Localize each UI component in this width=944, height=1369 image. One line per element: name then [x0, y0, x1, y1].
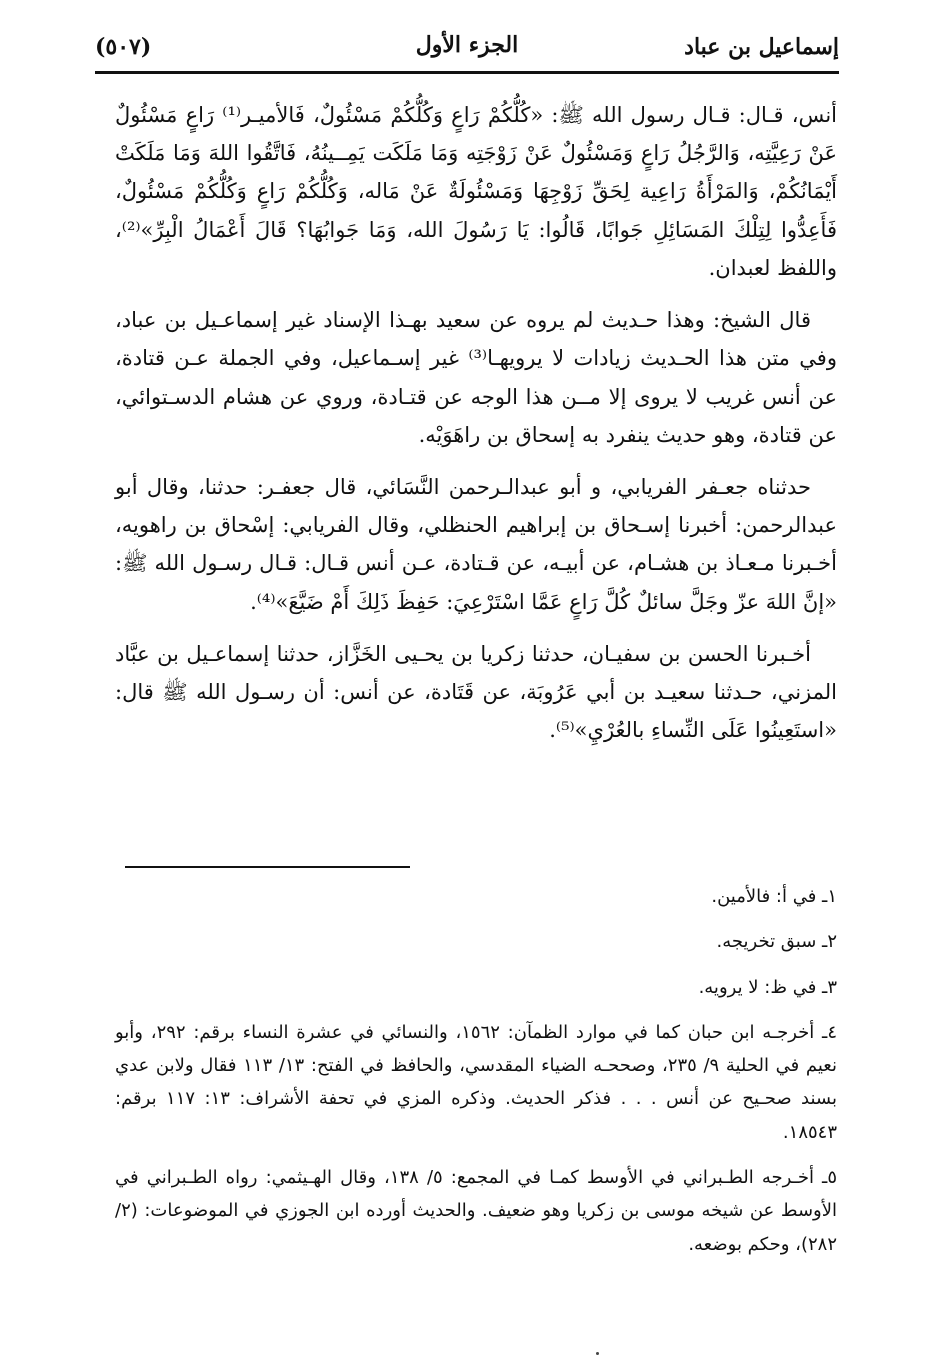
- paragraph-4: أخـبرنا الحسن بن سفيـان، حدثنا زكريا بن يحـيى الخَزَّاز، حدثنا إسماعـيل بن عبَّاد المزني، حـدثنا سعيـد بن أبي عَرُوبَة، عن قَتَادة، عن أنس: أن رسـول الله ﷺ قال: «استَعِينُوا عَلَى النِّساءِ بالعُرْيِ»⁽⁵⁾.: [115, 641, 837, 743]
- footnotes: [115, 880, 837, 1273]
- paragraph-2: قال الشيخ: وهذا حـديث لم يروه عن سعيد بهـذا الإسناد غير إسماعـيل بن عباد، وفي متن هذا الحـديث زيادات لا يرويهـا⁽³⁾ غير إسـماعيل، وفي الجملة عـن قتادة، عن أنس غريب لا يروى إلا مــن هذا الوجه عن قتـادة، وروي عن هشام الدسـتوائي، عن قتادة، وهو حديث ينفرد به إسحاق بن راهَوَيْه.: [115, 308, 837, 447]
- header-page-number: (٥٠٧): [95, 34, 152, 60]
- header-rule: [95, 71, 839, 74]
- paragraph-3: حدثناه جعـفر الفريابي، و أبو عبدالـرحمن النَّسَائي، قال جعفـر: حدثنا، وقال أبو عبدالرحمن: أخبرنا إسـحاق بن إبراهيم الحنظلي، وقال الفريابي: إسْحاق بن راهويه، أخـبرنا مـعـاذ بن هشـام، عن أبيـه، عن قـتادة، عـن أنس قـال: قـال رسـول الله ﷺ: «إنَّ اللهَ عزّ وجَلَّ سائلٌ كُلَّ رَاعٍ عَمَّا اسْتَرْعِيَ: حَفِظَ ذَلِكَ أَمْ ضَيَّعَ»⁽⁴⁾.: [115, 474, 837, 614]
- scan-speck: [596, 1352, 599, 1355]
- header-volume: الجزء الأول: [415, 32, 519, 58]
- header-entry-name: إسماعيل بن عباد: [684, 34, 839, 60]
- main-text: [115, 96, 837, 764]
- footnote-separator: [125, 866, 410, 868]
- footnote-5: ٥ـ أخـرجه الطـبراني في الأوسط كمـا في المجمع: ٥/ ١٣٨، وقال الهـيثمي: رواه الطـبراني في الأوسط عن شيخه موسى بن زكريا وهو ضعيف. والحديث أورده ابن الجوزي في الموضوعات: (٢/ ٢٨٢)، وحكم بوضعه.: [115, 1167, 837, 1255]
- footnote-2: ٢ـ سبق تخريجه.: [716, 931, 837, 953]
- footnote-1: ١ـ في أ: فالأمين.: [711, 886, 837, 907]
- paragraph-1: أنس، قـال: قـال رسول الله ﷺ: «كُلُّكُمْ رَاعٍ وَكُلُّكُمْ مَسْئُولٌ، فَالأميـر⁽¹⁾ رَاعٍ مَسْئُولٌ عَنْ رَعِيَّتِه، وَالرَّجُلُ رَاعٍ وَمَسْئُولٌ عَنْ زَوْجَتِه وَمَا مَلَكَت يَمِــينُهُ، فَاتَّقُوا اللهَ وَمَا مَلَكَتْ أَيْمَانُكُمْ، وَالمَرْأَةُ رَاعِية لِحَقِّ زَوْجِهَا وَمَسْئُولَةٌ عَنْ مَاله، وَكُلُّكُمْ رَاعٍ وَكُلُّكُمْ مَسْئُولٌ، فَأَعِدُّوا لِتِلْكَ المَسَائِلِ جَوابًا، قَالُوا: يَا رَسُولَ الله، وَمَا جَوابُهَا؟ قَالَ أَعْمَالُ الْبِرِّ»⁽²⁾، واللفظ لعبدان.: [115, 103, 837, 280]
- running-header: [95, 30, 839, 74]
- footnote-4: ٤ـ أخرجـه ابن حبان كما في موارد الظمآن: ١٥٦٢، والنسائي في عشرة النساء برقم: ٢٩٢، وأبو نعيم في الحلية ٩/ ٢٣٥، وصححـه الضياء المقدسي، والحافظ في الفتح: ١٣/ ١١٣ فقال ولابن عدي بسند صحـيح عن أنس . . . فذكر الحديث. وذكره المزي في تحفة الأشراف: ١٣: ١١٧ برقم: ١٨٥٤٣.: [115, 1021, 837, 1143]
- footnote-3: ٣ـ في ظ: لا يرويه.: [698, 976, 837, 998]
